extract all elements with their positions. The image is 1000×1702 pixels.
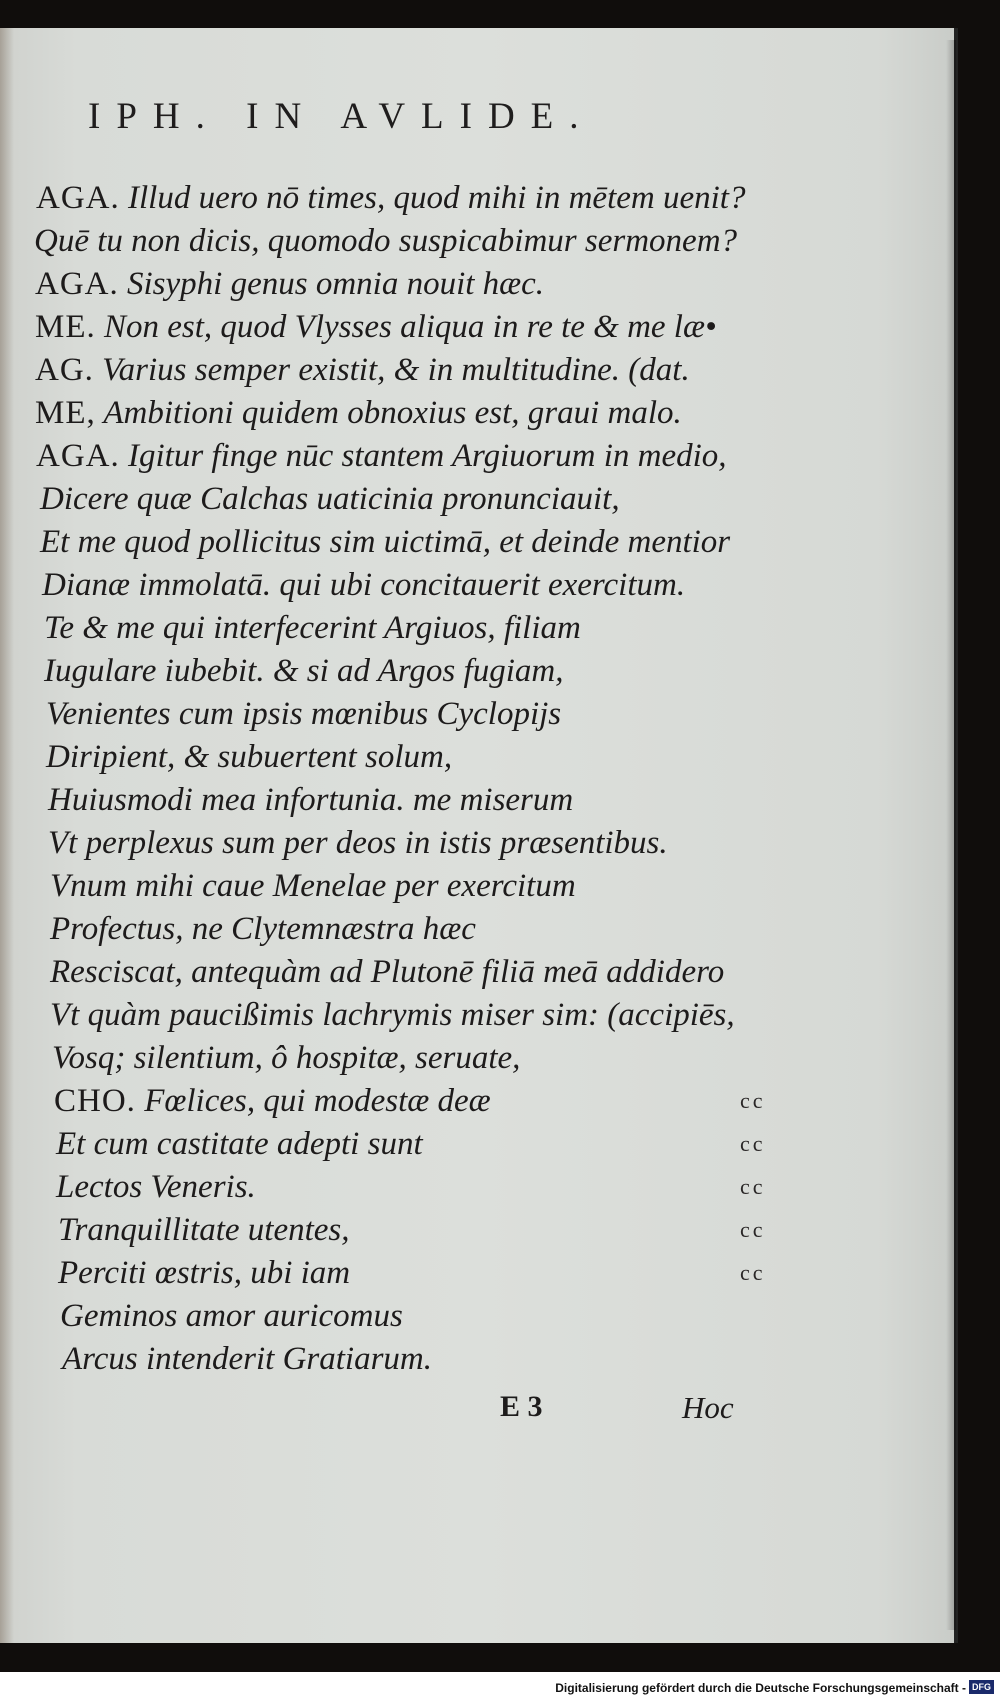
- verse-text: Huiusmodi mea infortunia. me miserum: [48, 782, 574, 818]
- verse-line: [40, 483, 620, 516]
- verse-text: Dicere quæ Calchas uaticinia pronunciauit,: [40, 481, 620, 517]
- verse-line: [35, 354, 690, 387]
- verse-line: [48, 827, 668, 860]
- speaker-label: ME.: [35, 309, 96, 345]
- catchword: Hoc: [682, 1390, 734, 1425]
- verse-line: [50, 913, 476, 946]
- verse-text: Venientes cum ipsis mœnibus Cyclopijs: [46, 696, 562, 732]
- verse-line: [56, 1171, 256, 1204]
- verse-line: [36, 182, 745, 215]
- verse-text: Igitur finge nūc stantem Argiuorum in medio,: [119, 438, 727, 474]
- verse-line: [54, 1085, 491, 1118]
- verse-text: Geminos amor auricomus: [60, 1298, 403, 1334]
- verse-text: Vnum mihi caue Menelae per exercitum: [50, 868, 576, 904]
- verse-text: Diripient, & subuertent solum,: [46, 739, 453, 775]
- verse-text: Vosq; silentium, ô hospitæ, seruate,: [52, 1040, 521, 1076]
- verse-line: [52, 1042, 520, 1075]
- verse-text: Resciscat, antequàm ad Plutonē filiā meā addidero: [50, 954, 725, 990]
- verse-text: Arcus intenderit Gratiarum.: [62, 1341, 433, 1377]
- verse-text: Tranquillitate utentes,: [58, 1212, 350, 1248]
- verse-text: Quē tu non dicis, quomodo suspicabimur sermonem?: [34, 223, 738, 259]
- running-head: IPH. IN AVLIDE.: [88, 96, 595, 137]
- verse-text: Te & me qui interfecerint Argiuos, filiam: [44, 610, 581, 646]
- verse-text: Illud uero nō times, quod mihi in mētem uenit?: [119, 180, 746, 216]
- verse-text: Iugulare iubebit. & si ad Argos fugiam,: [44, 653, 564, 689]
- verse-text: Varius semper existit, & in multitudine. (dat.: [93, 352, 690, 388]
- speaker-label: CHO.: [54, 1083, 136, 1119]
- speaker-label: AG.: [35, 352, 94, 388]
- verse-line: [35, 397, 682, 430]
- verse-line: [42, 569, 685, 602]
- quotation-mark: cc: [740, 1088, 766, 1113]
- quotation-mark: cc: [740, 1217, 766, 1242]
- verse-text: Et cum castitate adepti sunt: [56, 1126, 423, 1162]
- verse-line: [62, 1343, 432, 1376]
- verse-text: Dianæ immolatā. qui ubi concitauerit exercitum.: [42, 567, 686, 603]
- verse-text: Fœlices, qui modestæ deæ: [135, 1083, 491, 1119]
- verse-line: [34, 225, 737, 258]
- verse-text: Ambitioni quidem obnoxius est, graui malo.: [95, 395, 682, 431]
- speaker-label: AGA.: [36, 438, 120, 474]
- verse-line: [44, 655, 563, 688]
- verse-text: Non est, quod Vlysses aliqua in re te & me læ•: [95, 309, 717, 345]
- dfg-logo-icon: DFG: [969, 1680, 994, 1694]
- page-gutter-shadow: [0, 28, 14, 1643]
- verse-line: [58, 1257, 350, 1290]
- verse-text: Profectus, ne Clytemnæstra hæc: [50, 911, 476, 947]
- quotation-mark: cc: [740, 1174, 766, 1199]
- verse-line: [50, 956, 724, 989]
- verse-line: [58, 1214, 350, 1247]
- verse-text: Lectos Veneris.: [56, 1169, 256, 1205]
- verse-line: [44, 612, 581, 645]
- page-edge-shadow: [946, 40, 956, 1630]
- speaker-label: AGA.: [35, 266, 119, 302]
- verse-line: [36, 440, 727, 473]
- verse-line: [60, 1300, 403, 1333]
- verse-line: [40, 526, 730, 559]
- speaker-label: AGA.: [36, 180, 120, 216]
- quotation-mark: cc: [740, 1131, 766, 1156]
- verse-text: Sisyphi genus omnia nouit hæc.: [118, 266, 545, 302]
- verse-line: [56, 1128, 423, 1161]
- verse-line: [35, 311, 717, 344]
- verse-line: [46, 741, 452, 774]
- quotation-mark: cc: [740, 1260, 766, 1285]
- funding-credit: Digitalisierung gefördert durch die Deutsche Forschungsgemeinschaft -: [555, 1681, 966, 1695]
- verse-line: [46, 698, 561, 731]
- verse-text: Vt perplexus sum per deos in istis præsentibus.: [48, 825, 668, 861]
- verse-line: [35, 268, 544, 301]
- verse-text: Et me quod pollicitus sim uictimā, et deinde mentior: [40, 524, 731, 560]
- verse-text: Perciti œstris, ubi iam: [58, 1255, 351, 1291]
- verse-text: Vt quàm paucißimis lachrymis miser sim: (accipiēs,: [50, 997, 735, 1033]
- speaker-label: ME,: [35, 395, 96, 431]
- signature-mark: E 3: [500, 1390, 543, 1423]
- verse-line: [48, 784, 573, 817]
- verse-line: [50, 870, 576, 903]
- verse-line: [50, 999, 735, 1032]
